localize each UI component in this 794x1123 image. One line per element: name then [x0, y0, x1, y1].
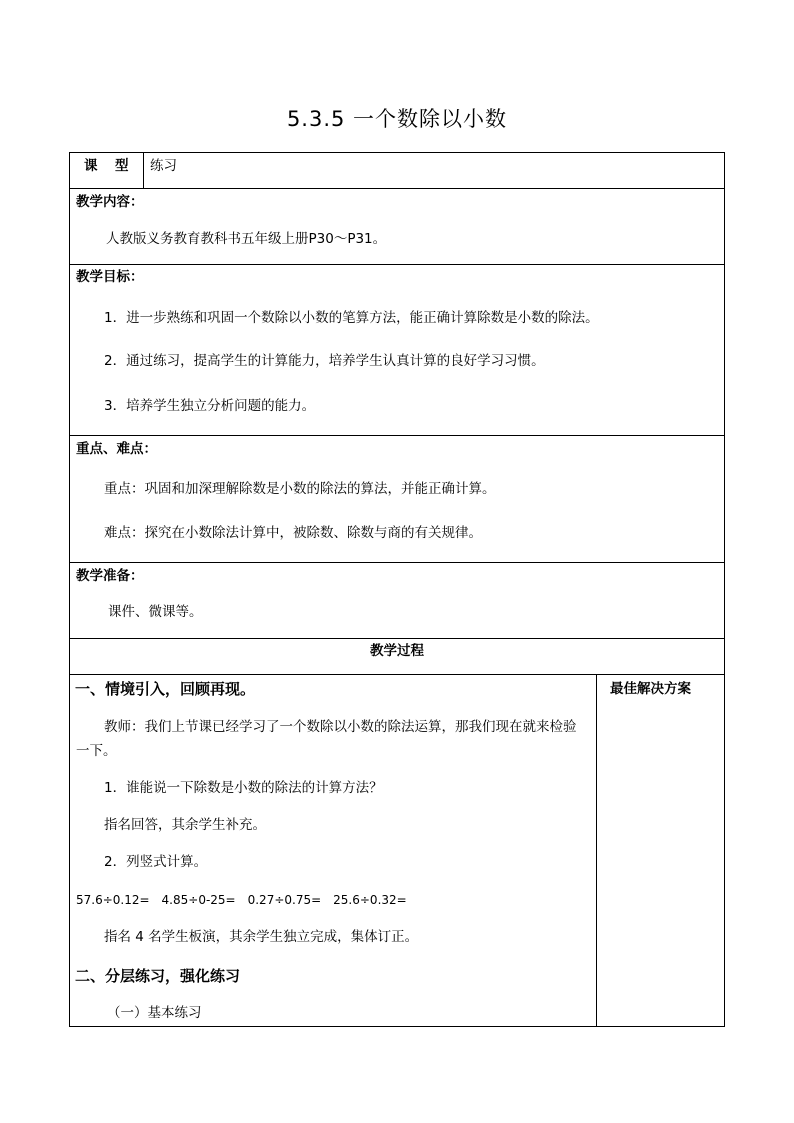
- objectives-heading: 教学目标：: [76, 269, 144, 285]
- section-heading: 二、分层练习，强化练习: [75, 967, 241, 985]
- objective-item: 2．通过练习，提高学生的计算能力，培养学生认真计算的良好学习习惯。: [104, 353, 545, 369]
- content-heading: 教学内容：: [76, 194, 144, 210]
- section-heading: 一、情境引入，回顾再现。: [75, 680, 256, 698]
- content-text: 人教版义务教育教科书五年级上册P30～P31。: [106, 231, 387, 247]
- exercise-note: 指名 4 名学生板演，其余学生独立完成，集体订正。: [104, 929, 419, 945]
- column-divider: [596, 674, 597, 1026]
- key-point: 重点：巩固和加深理解除数是小数的除法的算法，并能正确计算。: [104, 481, 496, 497]
- objective-item: 1．进一步熟练和巩固一个数除以小数的笔算方法，能正确计算除数是小数的除法。: [104, 310, 599, 326]
- row-divider: [69, 674, 725, 675]
- row-divider: [69, 638, 725, 639]
- process-heading: 教学过程: [370, 643, 424, 659]
- teacher-text: 教师：我们上节课已经学习了一个数除以小数的除法运算，那我们现在就来检验: [104, 719, 577, 735]
- answer-text: 指名回答，其余学生补充。: [104, 817, 266, 833]
- objective-item: 3．培养学生独立分析问题的能力。: [104, 398, 316, 414]
- column-divider: [143, 152, 144, 188]
- teacher-text: 一下。: [76, 743, 117, 759]
- row-divider: [69, 264, 725, 265]
- lesson-type-value: 练习: [150, 158, 177, 174]
- row-divider: [69, 562, 725, 563]
- subsection-heading: （一）基本练习: [107, 1005, 202, 1021]
- question-text: 2．列竖式计算。: [104, 854, 208, 870]
- difficult-point: 难点：探究在小数除法计算中，被除数、除数与商的有关规律。: [104, 525, 482, 541]
- key-points-heading: 重点、难点：: [76, 441, 157, 457]
- row-divider: [69, 188, 725, 189]
- lesson-type-label: 课 型: [84, 158, 131, 174]
- exercise-list: 57.6÷0.12= 4.85÷0-25= 0.27÷0.75= 25.6÷0.32=: [76, 893, 407, 907]
- page-title: 5.3.5 一个数除以小数: [286, 107, 508, 131]
- side-heading: 最佳解决方案: [610, 681, 691, 697]
- question-text: 1．谁能说一下除数是小数的除法的计算方法？: [104, 780, 383, 796]
- preparation-text: 课件、微课等。: [108, 604, 203, 620]
- preparation-heading: 教学准备：: [76, 568, 144, 584]
- row-divider: [69, 435, 725, 436]
